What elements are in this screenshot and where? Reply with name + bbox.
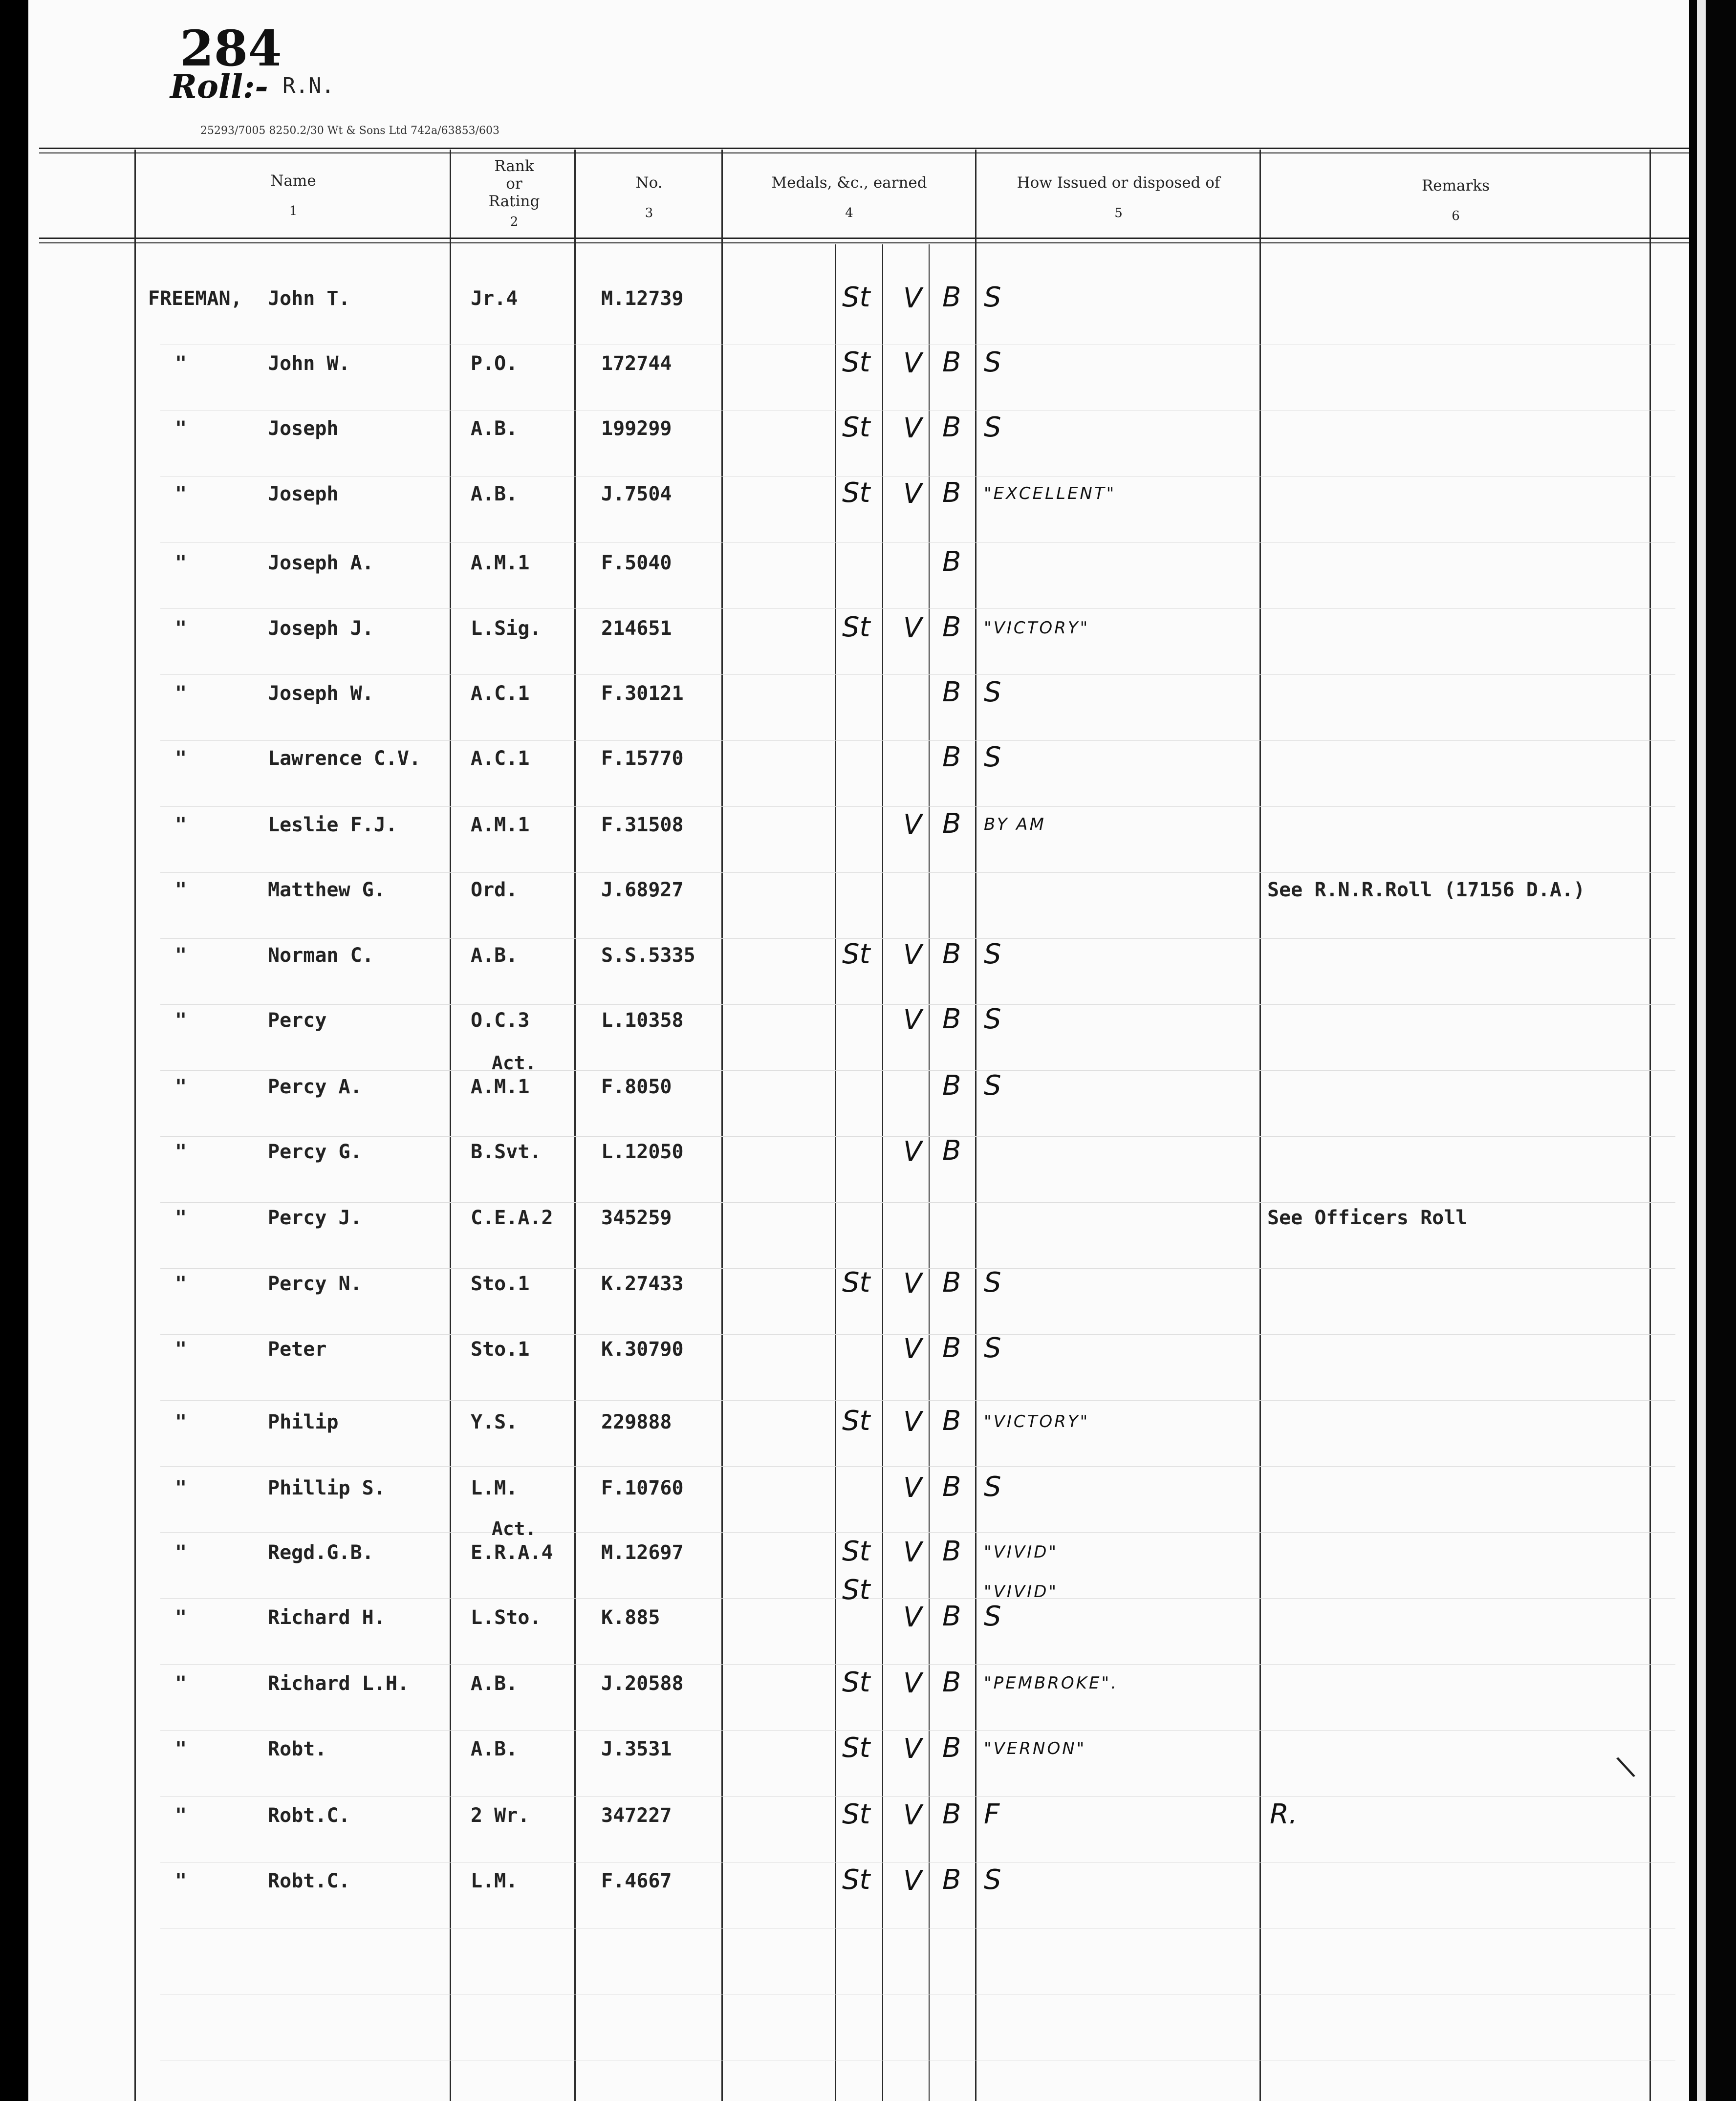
medal-star-mark: St <box>842 611 870 643</box>
medal-british-war-mark: B <box>942 1003 961 1035</box>
forename-cell: Robt.C. <box>268 1870 350 1892</box>
number-cell: J.68927 <box>601 879 684 901</box>
medal-british-war-mark: B <box>942 1798 961 1830</box>
rank-cell: A.B. <box>471 417 518 440</box>
surname-cell: " <box>175 617 187 640</box>
medal-victory-mark: V <box>903 1268 922 1300</box>
medal-british-war-mark: B <box>942 1864 961 1896</box>
surname-cell: " <box>175 1606 187 1629</box>
medal-star-mark: St <box>842 1798 870 1830</box>
forename-cell: Joseph W. <box>268 682 374 705</box>
rank-cell: L.M. <box>471 1477 518 1499</box>
number-cell: F.30121 <box>601 682 684 705</box>
medal-star-mark: St <box>842 1574 870 1606</box>
number-cell: 172744 <box>601 352 672 375</box>
column-header-remarks: Remarks 6 <box>1421 177 1490 223</box>
rank-cell: A.B. <box>471 1672 518 1695</box>
number-cell: J.3531 <box>601 1738 672 1760</box>
number-cell: M.12739 <box>601 287 684 310</box>
issued-cell: S <box>984 741 1001 773</box>
medal-british-war-mark: B <box>942 676 961 708</box>
number-cell: F.4667 <box>601 1870 672 1892</box>
medal-british-war-mark: B <box>942 741 961 773</box>
number-cell: 199299 <box>601 417 672 440</box>
scan-edge <box>1689 0 1736 2101</box>
rank-cell: Sto.1 <box>471 1338 530 1361</box>
medal-star-mark: St <box>842 282 870 313</box>
rank-prefix-cell: Act. <box>492 1052 537 1074</box>
rule-rank-number <box>574 150 576 2101</box>
rank-cell: Sto.1 <box>471 1273 530 1295</box>
medal-british-war-mark: B <box>942 1267 961 1299</box>
forename-cell: Percy <box>268 1009 327 1032</box>
number-cell: K.27433 <box>601 1273 684 1295</box>
medal-victory-mark: V <box>903 1733 922 1765</box>
medal-victory-mark: V <box>903 1799 922 1831</box>
issued-cell: S <box>984 347 1001 378</box>
medal-victory-mark: V <box>903 1472 922 1504</box>
number-cell: F.8050 <box>601 1076 672 1098</box>
surname-cell: " <box>175 1804 187 1827</box>
issued-cell: "VERNON" <box>984 1739 1086 1758</box>
medal-star-mark: St <box>842 1732 870 1764</box>
pencil-tick-mark: \ <box>1614 1749 1638 1784</box>
rule-issued-remarks <box>1259 150 1261 2101</box>
medal-british-war-mark: B <box>942 546 961 578</box>
surname-cell: " <box>175 814 187 836</box>
forename-cell: Lawrence C.V. <box>268 747 421 770</box>
medal-star-mark: St <box>842 347 870 378</box>
rank-cell: Jr.4 <box>471 287 518 310</box>
forename-cell: Joseph <box>268 483 339 505</box>
number-cell: S.S.5335 <box>601 944 695 967</box>
surname-cell: " <box>175 1477 187 1499</box>
roll-page <box>28 0 1689 2101</box>
forename-cell: John W. <box>268 352 350 375</box>
issued-cell: "EXCELLENT" <box>984 484 1116 503</box>
medal-victory-mark: V <box>903 1406 922 1438</box>
surname-cell: " <box>175 1870 187 1892</box>
column-header-name: Name 1 <box>270 172 316 218</box>
forename-cell: Leslie F.J. <box>268 814 397 836</box>
rule-right <box>1649 150 1651 2101</box>
surname-cell: FREEMAN, <box>148 287 242 310</box>
issued-cell: "VICTORY" <box>984 1412 1090 1431</box>
rank-cell: C.E.A.2 <box>471 1207 553 1229</box>
medal-victory-mark: V <box>903 1668 922 1699</box>
surname-cell: " <box>175 552 187 574</box>
surname-cell: " <box>175 1411 187 1433</box>
issued-cell: S <box>984 282 1001 313</box>
rule-medals-sub-1 <box>835 244 836 2101</box>
number-cell: J.7504 <box>601 483 672 505</box>
medal-british-war-mark: B <box>942 1070 961 1102</box>
issued-cell: S <box>984 1471 1001 1503</box>
rank-cell: A.M.1 <box>471 1076 530 1098</box>
medal-victory-mark: V <box>903 939 922 971</box>
rule-medals-sub-2 <box>882 244 883 2101</box>
medal-victory-mark: V <box>903 1004 922 1036</box>
medal-victory-mark: V <box>903 1602 922 1633</box>
medal-star-mark: St <box>842 477 870 509</box>
forename-cell: John T. <box>268 287 350 310</box>
issued-cell: "PEMBROKE". <box>984 1673 1118 1693</box>
number-cell: F.5040 <box>601 552 672 574</box>
medal-british-war-mark: B <box>942 1405 961 1437</box>
column-header-medals: Medals, &c., earned 4 <box>771 174 927 220</box>
column-header-number: No. 3 <box>635 174 663 220</box>
rank-cell: A.M.1 <box>471 552 530 574</box>
rank-cell: L.Sto. <box>471 1606 542 1629</box>
rank-cell: A.B. <box>471 1738 518 1760</box>
medal-british-war-mark: B <box>942 477 961 509</box>
medal-star-mark: St <box>842 938 870 970</box>
medal-british-war-mark: B <box>942 808 961 840</box>
number-cell: F.15770 <box>601 747 684 770</box>
rank-cell: E.R.A.4 <box>471 1541 553 1564</box>
number-cell: 347227 <box>601 1804 672 1827</box>
surname-cell: " <box>175 944 187 967</box>
forename-cell: Percy A. <box>268 1076 362 1098</box>
forename-cell: Joseph <box>268 417 339 440</box>
medal-british-war-mark: B <box>942 611 961 643</box>
medal-victory-mark: V <box>903 1136 922 1168</box>
forename-cell: Percy N. <box>268 1273 362 1295</box>
rank-cell: B.Svt. <box>471 1141 542 1163</box>
surname-cell: " <box>175 1273 187 1295</box>
issued-cell: S <box>984 1601 1001 1632</box>
medal-victory-mark: V <box>903 612 922 644</box>
forename-cell: Philip <box>268 1411 339 1433</box>
column-header-rank: Rank or Rating 2 <box>488 157 540 229</box>
surname-cell: " <box>175 682 187 705</box>
number-cell: 345259 <box>601 1207 672 1229</box>
issued-cell: "VICTORY" <box>984 618 1090 638</box>
forename-cell: Peter <box>268 1338 327 1361</box>
rank-prefix-cell: Act. <box>492 1518 537 1539</box>
medal-british-war-mark: B <box>942 1135 961 1167</box>
medal-star-mark: St <box>842 1864 870 1896</box>
header-bottom-rule-2 <box>39 242 1689 243</box>
medal-victory-mark: V <box>903 412 922 444</box>
forename-cell: Regd.G.B. <box>268 1541 374 1564</box>
medal-british-war-mark: B <box>942 347 961 378</box>
forename-cell: Robt. <box>268 1738 327 1760</box>
medal-british-war-mark: B <box>942 1471 961 1503</box>
header-bottom-rule <box>39 238 1689 239</box>
medal-star-mark: St <box>842 1405 870 1437</box>
rank-cell: Ord. <box>471 879 518 901</box>
medal-star-mark: St <box>842 1267 870 1299</box>
medal-victory-mark: V <box>903 809 922 841</box>
medal-star-mark: St <box>842 1667 870 1698</box>
print-reference: 25293/7005 8250.2/30 Wt & Sons Ltd 742a/63853/603 <box>200 125 499 137</box>
number-cell: F.31508 <box>601 814 684 836</box>
medal-british-war-mark: B <box>942 1601 961 1632</box>
surname-cell: " <box>175 879 187 901</box>
surname-cell: " <box>175 483 187 505</box>
issued-cell: S <box>984 1267 1001 1299</box>
issued-cell: S <box>984 938 1001 970</box>
forename-cell: Richard L.H. <box>268 1672 409 1695</box>
rank-cell: A.M.1 <box>471 814 530 836</box>
forename-cell: Percy J. <box>268 1207 362 1229</box>
rule-name-rank <box>450 150 451 2101</box>
rank-cell: L.Sig. <box>471 617 542 640</box>
medal-star-mark: St <box>842 412 870 443</box>
issued-cell: "VIVID" <box>984 1542 1059 1562</box>
forename-cell: Joseph A. <box>268 552 374 574</box>
number-cell: 229888 <box>601 1411 672 1433</box>
remarks-cell: See Officers Roll <box>1267 1207 1468 1229</box>
issued-note-above: "VIVID" <box>984 1582 1059 1602</box>
forename-cell: Phillip S. <box>268 1477 386 1499</box>
issued-cell: S <box>984 1332 1001 1364</box>
surname-cell: " <box>175 747 187 770</box>
medal-victory-mark: V <box>903 478 922 510</box>
roll-label: Roll:- <box>170 67 268 106</box>
forename-cell: Percy G. <box>268 1141 362 1163</box>
issued-cell: F <box>984 1798 1000 1830</box>
surname-cell: " <box>175 1672 187 1695</box>
forename-cell: Norman C. <box>268 944 374 967</box>
issued-cell: S <box>984 676 1001 708</box>
number-cell: J.20588 <box>601 1672 684 1695</box>
rule-medals-sub-3 <box>929 244 930 2101</box>
medal-star-mark: St <box>842 1536 870 1567</box>
rule-number-medals <box>721 150 723 2101</box>
number-cell: F.10760 <box>601 1477 684 1499</box>
rank-cell: P.O. <box>471 352 518 375</box>
surname-cell: " <box>175 1541 187 1564</box>
issued-cell: S <box>984 1864 1001 1896</box>
medal-british-war-mark: B <box>942 1332 961 1364</box>
header-top-rule-2 <box>39 152 1689 153</box>
medal-victory-mark: V <box>903 1537 922 1568</box>
rank-cell: Y.S. <box>471 1411 518 1433</box>
issued-cell: S <box>984 1003 1001 1035</box>
rule-left <box>134 150 136 2101</box>
surname-cell: " <box>175 1141 187 1163</box>
number-cell: L.10358 <box>601 1009 684 1032</box>
number-cell: M.12697 <box>601 1541 684 1564</box>
surname-cell: " <box>175 1009 187 1032</box>
medal-victory-mark: V <box>903 282 922 314</box>
surname-cell: " <box>175 417 187 440</box>
rank-cell: A.C.1 <box>471 682 530 705</box>
number-cell: K.885 <box>601 1606 660 1629</box>
number-cell: 214651 <box>601 617 672 640</box>
medal-british-war-mark: B <box>942 412 961 443</box>
rank-cell: 2 Wr. <box>471 1804 530 1827</box>
surname-cell: " <box>175 352 187 375</box>
forename-cell: Robt.C. <box>268 1804 350 1827</box>
medal-british-war-mark: B <box>942 1667 961 1698</box>
rank-cell: O.C.3 <box>471 1009 530 1032</box>
forename-cell: Matthew G. <box>268 879 386 901</box>
remarks-cell: See R.N.R.Roll (17156 D.A.) <box>1267 879 1585 901</box>
rank-cell: A.C.1 <box>471 747 530 770</box>
issued-cell: S <box>984 1070 1001 1102</box>
rank-cell: A.B. <box>471 944 518 967</box>
medal-victory-mark: V <box>903 1865 922 1897</box>
forename-cell: Richard H. <box>268 1606 386 1629</box>
medal-british-war-mark: B <box>942 938 961 970</box>
number-cell: L.12050 <box>601 1141 684 1163</box>
column-header-issued: How Issued or disposed of 5 <box>1017 174 1220 220</box>
medal-british-war-mark: B <box>942 282 961 313</box>
forename-cell: Joseph J. <box>268 617 374 640</box>
surname-cell: " <box>175 1338 187 1361</box>
issued-cell: BY AM <box>984 815 1046 834</box>
number-cell: K.30790 <box>601 1338 684 1361</box>
rule-medals-issued <box>975 150 976 2101</box>
rank-cell: L.M. <box>471 1870 518 1892</box>
medal-british-war-mark: B <box>942 1536 961 1567</box>
page-number: 284 <box>180 20 282 77</box>
remarks-cell: R. <box>1270 1798 1298 1830</box>
surname-cell: " <box>175 1207 187 1229</box>
rank-cell: A.B. <box>471 483 518 505</box>
medal-victory-mark: V <box>903 347 922 379</box>
header-top-rule <box>39 148 1689 149</box>
surname-cell: " <box>175 1738 187 1760</box>
issued-cell: S <box>984 412 1001 443</box>
medal-british-war-mark: B <box>942 1732 961 1764</box>
medal-victory-mark: V <box>903 1333 922 1365</box>
surname-cell: " <box>175 1076 187 1098</box>
service-label: R.N. <box>282 73 334 98</box>
